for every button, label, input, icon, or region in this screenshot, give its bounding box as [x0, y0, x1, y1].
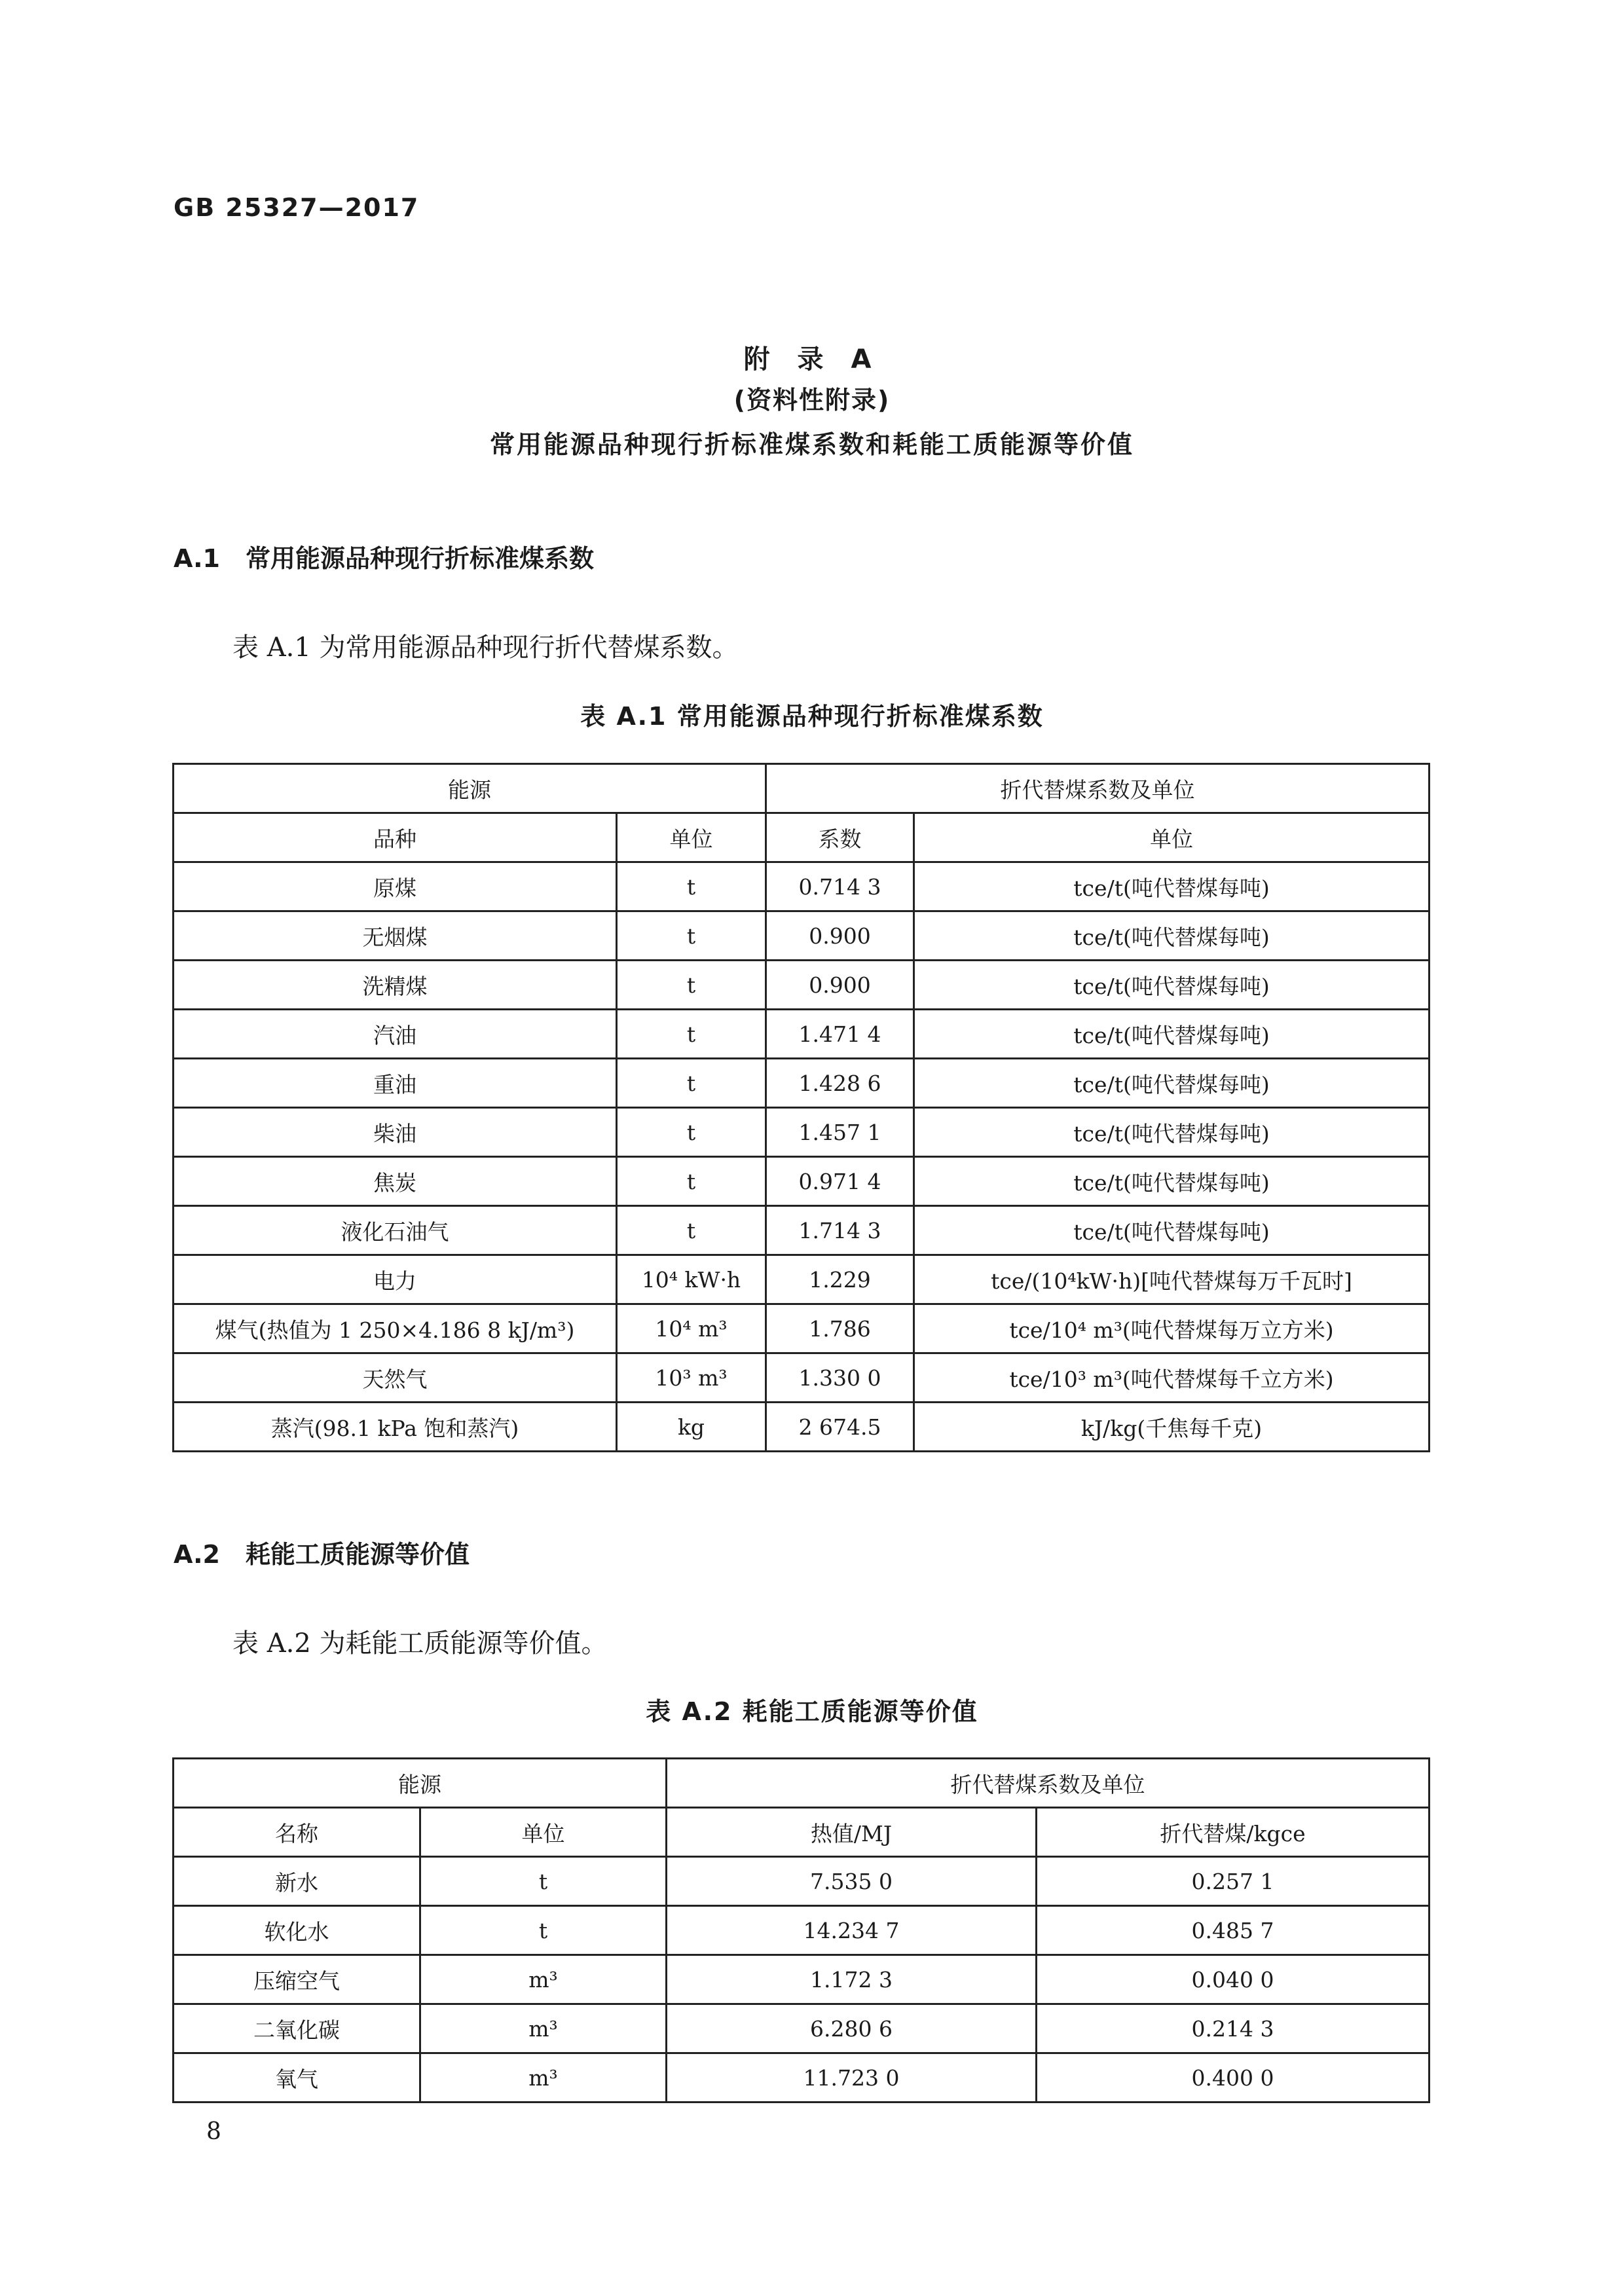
table-cell: tce/t(吨代替煤每吨) [914, 911, 1430, 961]
table-cell: t [420, 1857, 667, 1906]
table-cell: tce/10⁴ m³(吨代替煤每万立方米) [914, 1304, 1430, 1353]
table-cell: 柴油 [174, 1108, 617, 1157]
table-cell: tce/(10⁴kW·h)[吨代替煤每万千瓦时] [914, 1255, 1430, 1304]
table-a2 [172, 1757, 1430, 2103]
header-cell: 系数 [766, 813, 914, 862]
table-cell: 10³ m³ [617, 1353, 766, 1403]
table-cell: m³ [420, 2053, 667, 2102]
table-cell: 1.471 4 [766, 1010, 914, 1059]
table-cell: 1.457 1 [766, 1108, 914, 1157]
table-header-row [174, 764, 1430, 813]
table-cell: t [617, 1010, 766, 1059]
table-cell: 0.040 0 [1037, 1955, 1430, 2004]
header-cell: 名称 [174, 1808, 420, 1857]
table-cell: t [617, 911, 766, 961]
table-cell: 二氧化碳 [174, 2004, 420, 2053]
table-cell: tce/t(吨代替煤每吨) [914, 1206, 1430, 1255]
table-cell: 0.971 4 [766, 1157, 914, 1206]
table-header-row [174, 1808, 1430, 1857]
header-cell: 折代替煤/kgce [1037, 1808, 1430, 1857]
table-cell: kg [617, 1403, 766, 1452]
table-row [174, 1059, 1430, 1108]
table-cell: t [617, 862, 766, 911]
table-cell: 汽油 [174, 1010, 617, 1059]
table-cell: 电力 [174, 1255, 617, 1304]
table-cell: t [617, 961, 766, 1010]
table-cell: 11.723 0 [667, 2053, 1037, 2102]
table-cell: 0.714 3 [766, 862, 914, 911]
table-a1-body [174, 764, 1430, 1452]
table-row [174, 2053, 1430, 2102]
table-cell: 煤气(热值为 1 250×4.186 8 kJ/m³) [174, 1304, 617, 1353]
table-cell: tce/t(吨代替煤每吨) [914, 1010, 1430, 1059]
table-cell: 2 674.5 [766, 1403, 914, 1452]
table-cell: 0.900 [766, 911, 914, 961]
table-cell: 1.714 3 [766, 1206, 914, 1255]
table-cell: 14.234 7 [667, 1906, 1037, 1955]
table-cell: 0.400 0 [1037, 2053, 1430, 2102]
table-header-row [174, 1759, 1430, 1808]
table-cell: 无烟煤 [174, 911, 617, 961]
table-cell: 6.280 6 [667, 2004, 1037, 2053]
table-cell: 蒸汽(98.1 kPa 饱和蒸汽) [174, 1403, 617, 1452]
appendix-label: 附 录 A [743, 344, 881, 375]
table-cell: kJ/kg(千焦每千克) [914, 1403, 1430, 1452]
table-row [174, 1906, 1430, 1955]
section-a1-heading [174, 538, 594, 574]
table-cell: tce/t(吨代替煤每吨) [914, 862, 1430, 911]
table-cell: t [617, 1108, 766, 1157]
header-cell: 能源 [174, 1759, 667, 1808]
table-cell: 原煤 [174, 862, 617, 911]
table-cell: 10⁴ m³ [617, 1304, 766, 1353]
table-row [174, 1010, 1430, 1059]
table-cell: 0.900 [766, 961, 914, 1010]
table-cell: tce/t(吨代替煤每吨) [914, 961, 1430, 1010]
table-cell: tce/t(吨代替煤每吨) [914, 1059, 1430, 1108]
section-a1-title: 常用能源品种现行折标准煤系数 [246, 544, 595, 573]
appendix-title: 常用能源品种现行折标准煤系数和耗能工质能源等价值 [489, 430, 1134, 459]
table-row [174, 862, 1430, 911]
table-cell: 液化石油气 [174, 1206, 617, 1255]
page-number: 8 [206, 2118, 221, 2145]
table-cell: tce/10³ m³(吨代替煤每千立方米) [914, 1353, 1430, 1403]
table-row [174, 1403, 1430, 1452]
table-cell: 0.214 3 [1037, 2004, 1430, 2053]
table-row [174, 1353, 1430, 1403]
table-row [174, 961, 1430, 1010]
table-cell: 新水 [174, 1857, 420, 1906]
table-header-row [174, 813, 1430, 862]
table-cell: m³ [420, 2004, 667, 2053]
table-cell: 1.172 3 [667, 1955, 1037, 2004]
table-cell: t [617, 1059, 766, 1108]
header-cell: 折代替煤系数及单位 [667, 1759, 1430, 1808]
table-cell: 1.786 [766, 1304, 914, 1353]
table-cell: 1.330 0 [766, 1353, 914, 1403]
section-a2-number: A.2 [174, 1540, 220, 1569]
table-cell: 重油 [174, 1059, 617, 1108]
table-cell: 0.485 7 [1037, 1906, 1430, 1955]
table-row [174, 2004, 1430, 2053]
table-row [174, 1955, 1430, 2004]
section-a2-intro: 表 A.2 为耗能工质能源等价值。 [232, 1628, 608, 1659]
table-cell: 软化水 [174, 1906, 420, 1955]
table-row [174, 1857, 1430, 1906]
section-a2-heading [174, 1534, 470, 1570]
header-cell: 能源 [174, 764, 766, 813]
section-a1-intro: 表 A.1 为常用能源品种现行折代替煤系数。 [232, 633, 739, 663]
table-row [174, 1108, 1430, 1157]
table-cell: 1.229 [766, 1255, 914, 1304]
table-cell: 1.428 6 [766, 1059, 914, 1108]
table-cell: tce/t(吨代替煤每吨) [914, 1108, 1430, 1157]
table-cell: m³ [420, 1955, 667, 2004]
table-row [174, 1206, 1430, 1255]
table-cell: 7.535 0 [667, 1857, 1037, 1906]
table-row [174, 1157, 1430, 1206]
header-cell: 品种 [174, 813, 617, 862]
table-cell: t [617, 1206, 766, 1255]
table-row [174, 1255, 1430, 1304]
standard-code: GB 25327—2017 [174, 193, 420, 222]
table-cell: 10⁴ kW·h [617, 1255, 766, 1304]
table-a2-body [174, 1759, 1430, 2102]
section-a2-title: 耗能工质能源等价值 [246, 1540, 470, 1569]
table-cell: 0.257 1 [1037, 1857, 1430, 1906]
table-a1 [172, 763, 1430, 1452]
table-a2-caption: 表 A.2 耗能工质能源等价值 [646, 1697, 978, 1726]
header-cell: 单位 [617, 813, 766, 862]
table-row [174, 1304, 1430, 1353]
table-row [174, 911, 1430, 961]
table-cell: 天然气 [174, 1353, 617, 1403]
header-cell: 单位 [420, 1808, 667, 1857]
table-a1-caption: 表 A.1 常用能源品种现行折标准煤系数 [580, 702, 1044, 731]
table-cell: 焦炭 [174, 1157, 617, 1206]
section-a1-number: A.1 [174, 544, 220, 573]
header-cell: 折代替煤系数及单位 [766, 764, 1430, 813]
table-cell: t [617, 1157, 766, 1206]
table-cell: t [420, 1906, 667, 1955]
table-cell: tce/t(吨代替煤每吨) [914, 1157, 1430, 1206]
table-cell: 洗精煤 [174, 961, 617, 1010]
table-cell: 氧气 [174, 2053, 420, 2102]
header-cell: 热值/MJ [667, 1808, 1037, 1857]
table-cell: 压缩空气 [174, 1955, 420, 2004]
appendix-subtitle: (资料性附录) [733, 386, 891, 414]
header-cell: 单位 [914, 813, 1430, 862]
